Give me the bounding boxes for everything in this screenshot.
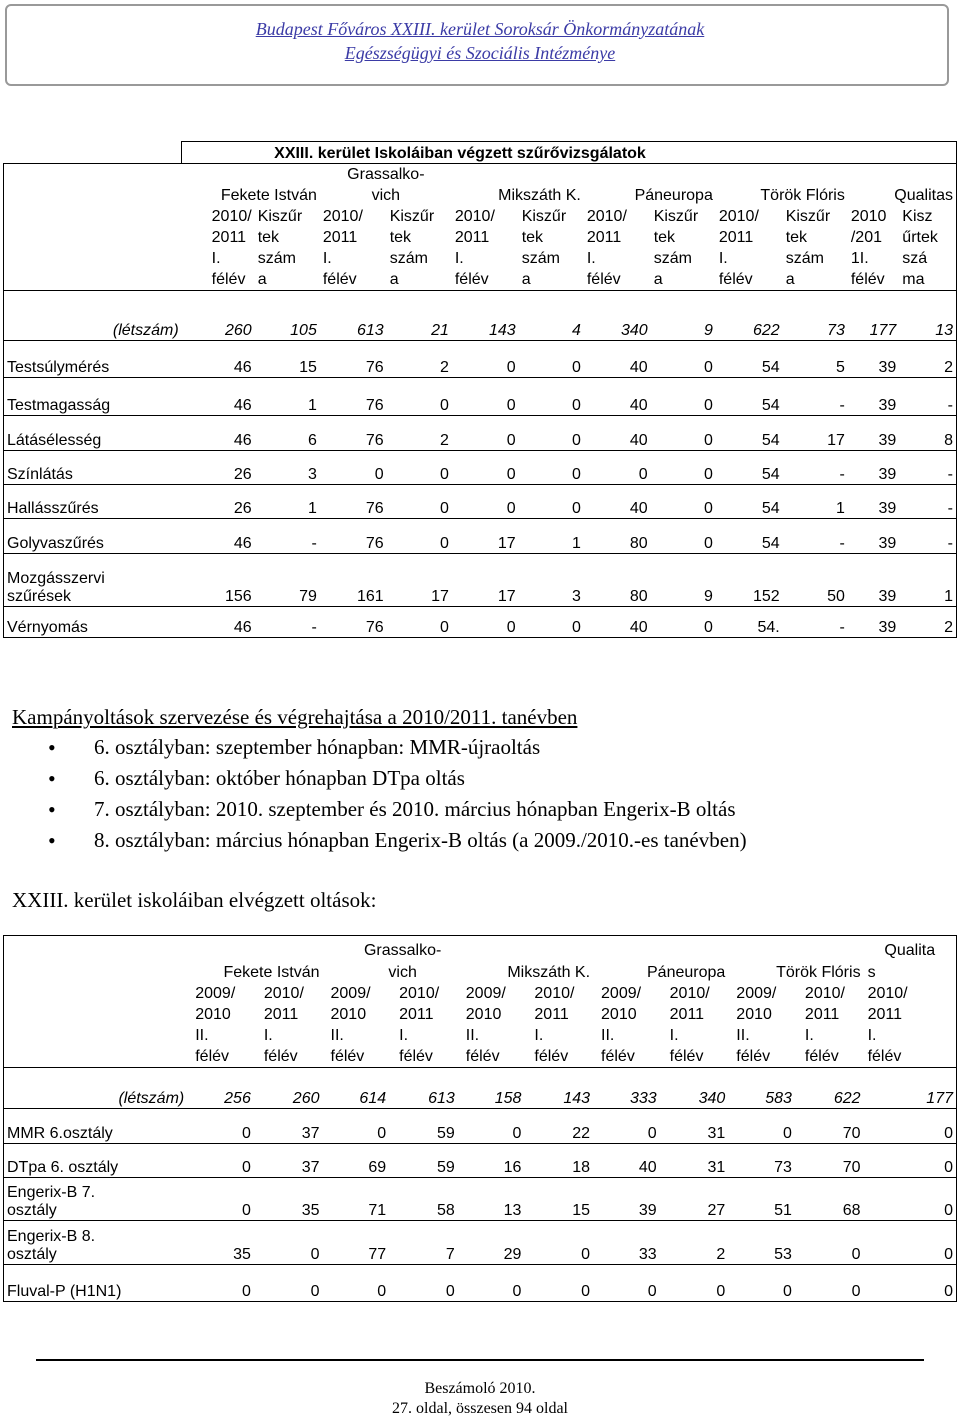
table-cell: 0 [320,451,387,485]
table-cell: 54 [716,451,783,485]
table-cell: 35 [187,1221,254,1265]
table-cell: - [899,451,956,485]
table-cell: 16 [458,1144,525,1178]
table-cell: 0 [187,1109,254,1144]
table-row [4,1265,957,1302]
table-cell: 0 [864,1109,957,1144]
table-cell: - [783,451,848,485]
table-cell: 613 [320,291,387,341]
table-cell: 0 [593,1265,660,1302]
row-label: Testsúlymérés [4,341,182,378]
sub-col-a: 2010/ 2011 I. félév [211,208,252,288]
table-cell: 39 [848,378,899,416]
table-cell: 0 [519,485,584,519]
screening-table [3,141,957,638]
table-row [4,1109,957,1144]
table-cell: 31 [660,1144,729,1178]
table-cell: 76 [320,341,387,378]
table-cell: 105 [255,291,320,341]
table-cell: 0 [458,1265,525,1302]
school-paneuropa: Páneuropa [634,186,713,204]
sub-col-a: 2009/ 2010 II. félév [195,985,236,1065]
table-cell: 26 [182,451,255,485]
school-mikszath: Mikszáth K. [498,186,581,204]
table-cell: 15 [524,1178,593,1221]
sub-col-b: 2010/ 2011 I. félév [804,985,845,1065]
row-label: Látásélesség [4,416,182,451]
table-cell: 340 [584,291,651,341]
row-label: Mozgásszervi szűrések [4,554,182,607]
table-cell: 0 [387,451,452,485]
table-cell: 0 [187,1178,254,1221]
table-row [4,291,957,341]
table-cell: 1 [783,485,848,519]
school-qualitas-2: s [864,960,957,982]
table-cell: 0 [864,1178,957,1221]
table-cell: 13 [899,291,956,341]
sub-col-q2: Kisz űrtek szá ma [899,205,956,291]
table-row [4,1221,957,1265]
table-row [4,1178,957,1221]
table-cell: 143 [452,291,519,341]
table-cell: 76 [320,485,387,519]
table-cell: 0 [452,485,519,519]
school-paneuropa: Páneuropa [647,963,726,981]
row-label: (létszám) [4,291,182,341]
school-qualitas-1: Qualita [864,936,957,960]
table-cell: 46 [182,607,255,638]
table-cell: 39 [848,451,899,485]
table-cell: 46 [182,416,255,451]
table-cell: 40 [593,1144,660,1178]
table-cell: 0 [660,1265,729,1302]
table-cell: 583 [728,1068,795,1109]
table-row [4,1144,957,1178]
table-cell: - [899,519,956,554]
table-cell: 50 [783,554,848,607]
table-cell: 37 [254,1109,323,1144]
table-cell: 22 [524,1109,593,1144]
sub-col-b: Kiszűr tek szám a [389,208,435,288]
table-cell: 13 [458,1178,525,1221]
table-cell: 39 [848,341,899,378]
row-label: DTpa 6. osztály [4,1144,188,1178]
table-cell: 614 [323,1068,390,1109]
school-mikszath: Mikszáth K. [507,963,591,981]
table-cell: 2 [899,607,956,638]
table-cell: 76 [320,378,387,416]
table-cell: 161 [320,554,387,607]
school-qualitas: Qualitas [848,184,957,205]
table-cell: 39 [848,416,899,451]
table-cell: 622 [795,1068,864,1109]
table-cell: 17 [387,554,452,607]
table-cell: 0 [519,451,584,485]
table-cell: 0 [452,341,519,378]
table-cell: 0 [584,451,651,485]
table-cell: 53 [728,1221,795,1265]
campaign-list [12,732,942,856]
table-cell: - [899,378,956,416]
table-row [4,451,957,485]
table-cell: 8 [899,416,956,451]
row-label: Golyvaszűrés [4,519,182,554]
table-cell: 54 [716,378,783,416]
table-cell: 340 [660,1068,729,1109]
table-row [4,519,957,554]
table-cell: 40 [584,485,651,519]
table-cell: 40 [584,416,651,451]
vaccination-table [3,935,957,1302]
sub-col-a: 2010/ 2011 I. félév [718,208,759,288]
school-torok-floris: Török Flóris [760,186,845,204]
table-cell: 0 [519,378,584,416]
table-cell: 1 [255,378,320,416]
table-cell: 37 [254,1144,323,1178]
table-cell: 27 [660,1178,729,1221]
list-item: • 7. osztályban: 2010. szeptember és 2010. március hónapban Engerix-B oltás [48,794,942,825]
sub-col-b: 2010/ 2011 I. félév [534,985,575,1065]
table-cell: 70 [795,1109,864,1144]
table-cell: 156 [182,554,255,607]
table-cell: 59 [389,1144,458,1178]
table-cell: 2 [899,341,956,378]
table-cell: 0 [864,1265,957,1302]
table-cell: 46 [182,519,255,554]
table-cell: 2 [387,416,452,451]
list-item: • 6. osztályban: szeptember hónapban: MMR-újraoltás [48,732,942,763]
table-cell: 59 [389,1109,458,1144]
table-cell: 68 [795,1178,864,1221]
row-label: Engerix-B 7. osztály [4,1178,188,1221]
table-cell: 0 [524,1265,593,1302]
row-label: Fluval-P (H1N1) [4,1265,188,1302]
table-cell: 0 [254,1221,323,1265]
table-cell: 177 [864,1068,957,1109]
table-cell: 39 [848,519,899,554]
table-cell: 0 [452,416,519,451]
header-line-1: Budapest Főváros XXIII. kerület Soroksár Önkormányzatának [255,19,705,39]
table-cell: 33 [593,1221,660,1265]
table-cell: - [783,607,848,638]
table-cell: 0 [795,1265,864,1302]
row-label: Hallásszűrés [4,485,182,519]
table-cell: 39 [848,607,899,638]
table-cell: - [255,607,320,638]
table-cell: 0 [728,1109,795,1144]
table-cell: 1 [255,485,320,519]
table-cell: 79 [255,554,320,607]
table-cell: 256 [187,1068,254,1109]
table-cell: 0 [323,1109,390,1144]
table-cell: 0 [387,607,452,638]
table-cell: 0 [651,485,716,519]
table-cell: - [255,519,320,554]
table-cell: 0 [651,378,716,416]
row-label: (létszám) [4,1068,188,1109]
table-cell: 7 [389,1221,458,1265]
sub-col-a: 2010/ 2011 I. félév [586,208,627,288]
table-cell: 0 [254,1265,323,1302]
footer-line-1: Beszámoló 2010. [424,1380,536,1397]
table-cell: 39 [593,1178,660,1221]
table-cell: 21 [387,291,452,341]
table-cell: 1 [899,554,956,607]
table-cell: 40 [584,341,651,378]
table-cell: 0 [452,607,519,638]
table-cell: 0 [519,607,584,638]
screening-title: XXIII. kerület Iskoláiban végzett szűrővizsgálatok [182,142,957,164]
sub-col-q1: 2010 /201 1I. félév [850,208,887,288]
table-cell: 0 [864,1221,957,1265]
table-cell: 0 [728,1265,795,1302]
table-cell: 0 [452,378,519,416]
table-cell: 73 [728,1144,795,1178]
table-cell: 333 [593,1068,660,1109]
table-row [4,416,957,451]
table-cell: 35 [254,1178,323,1221]
school-grassalkovich-2: vich [388,963,417,981]
table-cell: 70 [795,1144,864,1178]
table-cell: 622 [716,291,783,341]
table-cell: 3 [255,451,320,485]
table-cell: 5 [783,341,848,378]
table-cell: 4 [519,291,584,341]
footer-divider [36,1359,924,1361]
table-cell: 40 [584,607,651,638]
table-cell: 40 [584,378,651,416]
table-row [4,485,957,519]
table-cell: 76 [320,416,387,451]
campaign-title: Kampányoltások szervezése és végrehajtása a 2010/2011. tanévben [12,705,578,729]
table-cell: 80 [584,519,651,554]
table-row [4,378,957,416]
table-cell: 613 [389,1068,458,1109]
campaign-section [12,702,942,856]
table-cell: 26 [182,485,255,519]
table-cell: 76 [320,519,387,554]
table-cell: 17 [452,519,519,554]
table-cell: 9 [651,291,716,341]
table-cell: 18 [524,1144,593,1178]
sub-col-b: 2010/ 2011 I. félév [263,985,304,1065]
table-cell: 58 [389,1178,458,1221]
table-cell: 0 [651,519,716,554]
sub-col-a: 2009/ 2010 II. félév [601,985,642,1065]
sub-col-b: 2010/ 2011 I. félév [669,985,710,1065]
sub-col-b: Kiszűr tek szám a [521,208,567,288]
table-cell: - [899,485,956,519]
table-cell: 0 [389,1265,458,1302]
table-cell: 260 [254,1068,323,1109]
table-cell: 2 [387,341,452,378]
table-cell: 9 [651,554,716,607]
sub-col-a: 2010/ 2011 I. félév [322,208,363,288]
table-cell: 0 [651,607,716,638]
table-cell: 54 [716,416,783,451]
sub-col-a: 2010/ 2011 I. félév [454,208,495,288]
table-cell: 76 [320,607,387,638]
sub-col-a: 2009/ 2010 II. félév [330,985,371,1065]
school-fekete-istvan: Fekete István [223,963,320,981]
table-cell: 0 [452,451,519,485]
school-torok-floris: Török Flóris [776,963,861,981]
table-cell: 0 [458,1109,525,1144]
table-cell: 15 [255,341,320,378]
table-cell: 260 [182,291,255,341]
table-cell: 39 [848,485,899,519]
table-cell: 71 [323,1178,390,1221]
table-cell: 0 [519,416,584,451]
table-cell: 0 [864,1144,957,1178]
table-cell: 51 [728,1178,795,1221]
table-cell: 77 [323,1221,390,1265]
school-grassalkovich-2: vich [371,186,401,204]
table-cell: 39 [848,554,899,607]
school-grassalkovich-1: Grassalko- [323,936,458,960]
table-cell: 0 [795,1221,864,1265]
table-cell: 46 [182,341,255,378]
list-item: • 8. osztályban: március hónapban Engerix-B oltás (a 2009./2010.-es tanévben) [48,825,942,856]
table-cell: 0 [187,1144,254,1178]
sub-col-b: Kiszűr tek szám a [653,208,699,288]
school-grassalkovich-1: Grassalko- [320,164,452,184]
table-cell: 54 [716,519,783,554]
table-cell: 0 [651,341,716,378]
table-row [4,341,957,378]
table-cell: 0 [519,341,584,378]
table-cell: 0 [387,485,452,519]
table-cell: 3 [519,554,584,607]
sub-col-b: 2010/ 2011 I. félév [864,982,957,1068]
table-row [4,607,957,638]
table-cell: - [783,519,848,554]
sub-col-b: 2010/ 2011 I. félév [399,985,440,1065]
table-cell: 2 [660,1221,729,1265]
page-footer [0,1379,960,1419]
table-cell: 0 [323,1265,390,1302]
row-label: Engerix-B 8. osztály [4,1221,188,1265]
row-label: Vérnyomás [4,607,182,638]
footer-line-2: 27. oldal, összesen 94 oldal [392,1400,568,1417]
table-cell: 29 [458,1221,525,1265]
row-label: Testmagasság [4,378,182,416]
table-cell: 0 [651,451,716,485]
table-cell: 152 [716,554,783,607]
table-cell: 177 [848,291,899,341]
table-cell: 0 [593,1109,660,1144]
table-cell: 69 [323,1144,390,1178]
table-row [4,1068,957,1109]
sub-col-a: 2009/ 2010 II. félév [736,985,777,1065]
table-cell: 158 [458,1068,525,1109]
table-cell: 0 [387,519,452,554]
header-line-2: Egészségügyi és Szociális Intézménye [344,43,616,63]
table-cell: 80 [584,554,651,607]
table-cell: 54 [716,341,783,378]
sub-col-b: Kiszűr tek szám a [257,208,303,288]
document-header [0,17,960,65]
table-cell: 54. [716,607,783,638]
table-cell: 73 [783,291,848,341]
table-cell: 0 [387,378,452,416]
table-cell: 0 [651,416,716,451]
table-row [4,554,957,607]
school-fekete-istvan: Fekete István [220,186,317,204]
vaccinations-title: XXIII. kerület iskoláiban elvégzett oltások: [12,888,377,912]
row-label: Színlátás [4,451,182,485]
table-cell: - [783,378,848,416]
sub-col-b: Kiszűr tek szám a [785,208,831,288]
table-cell: 54 [716,485,783,519]
table-cell: 17 [452,554,519,607]
sub-col-a: 2009/ 2010 II. félév [465,985,506,1065]
table-cell: 0 [524,1221,593,1265]
row-label: MMR 6.osztály [4,1109,188,1144]
table-cell: 17 [783,416,848,451]
table-cell: 46 [182,378,255,416]
table-cell: 143 [524,1068,593,1109]
list-item: • 6. osztályban: október hónapban DTpa oltás [48,763,942,794]
table-cell: 6 [255,416,320,451]
table-cell: 31 [660,1109,729,1144]
table-cell: 1 [519,519,584,554]
table-cell: 0 [187,1265,254,1302]
